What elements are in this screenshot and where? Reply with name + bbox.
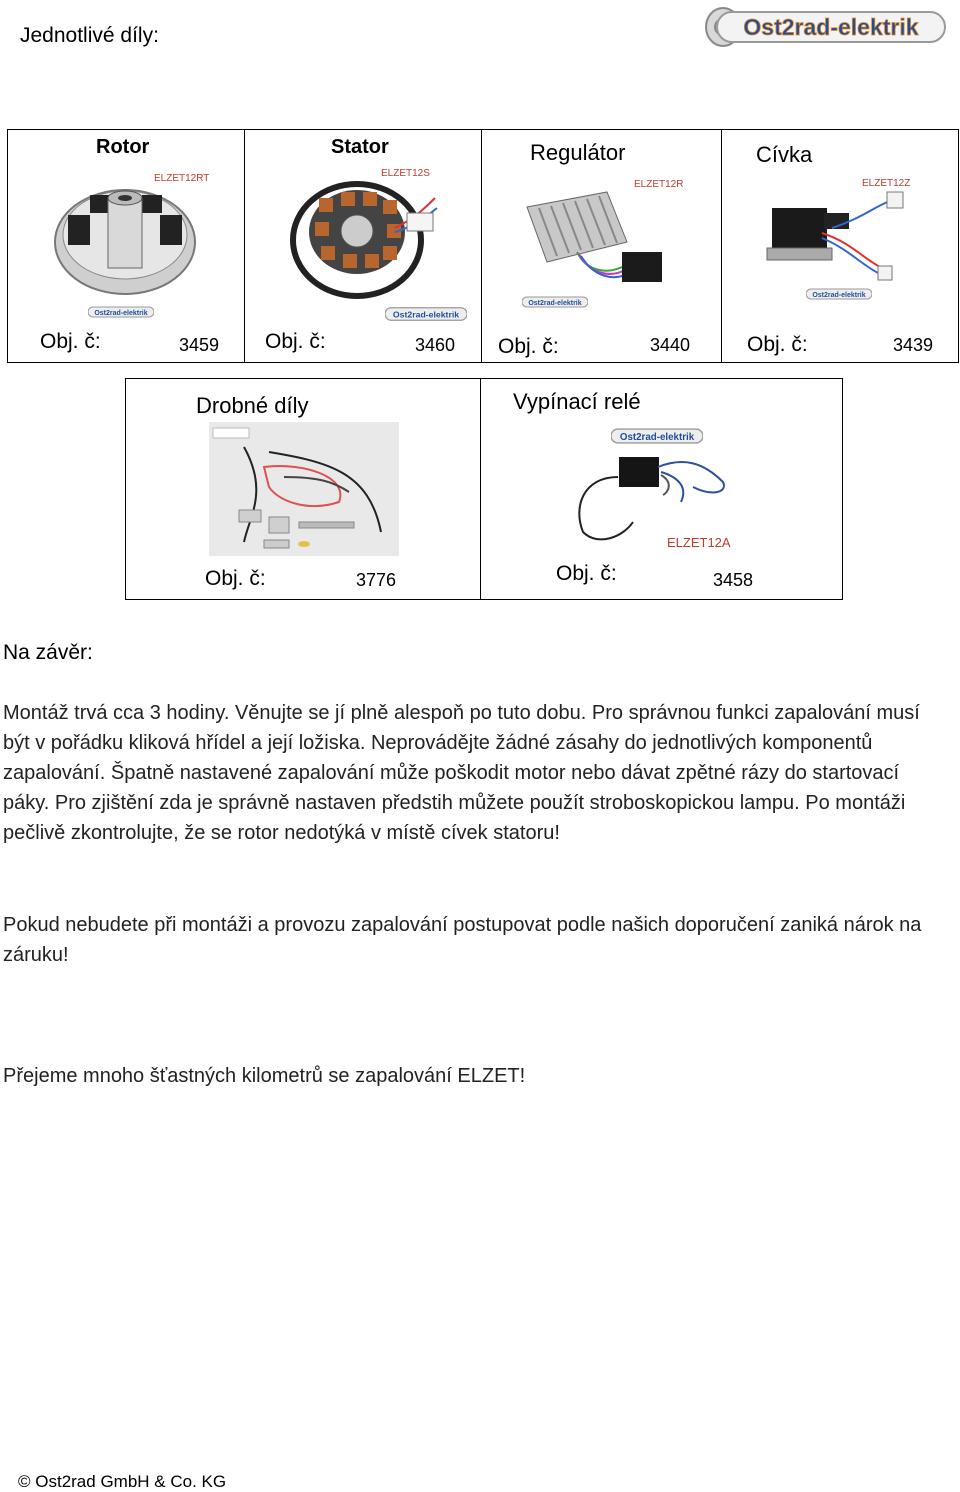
svg-text:Ost2rad-elektrik: Ost2rad-elektrik — [812, 292, 866, 299]
part-title: Cívka — [756, 142, 813, 167]
svg-text:Ost2rad-elektrik: Ost2rad-elektrik — [392, 309, 460, 320]
obj-label: Obj. č: — [40, 330, 101, 353]
svg-text:Ost2rad-elektrik: Ost2rad-elektrik — [94, 310, 148, 317]
part-cell-regulator — [482, 130, 722, 362]
part-code: ELZET12S — [381, 168, 430, 179]
obj-label: Obj. č: — [747, 333, 808, 356]
part-cell-coil — [722, 130, 958, 362]
obj-number: 3439 — [893, 335, 934, 355]
obj-label: Obj. č: — [556, 562, 617, 585]
part-cell-relay — [481, 379, 844, 599]
part-cell-stator — [245, 130, 482, 362]
copyright-footer: © Ost2rad GmbH & Co. KG — [18, 1472, 227, 1491]
mini-logo-icon — [611, 426, 703, 446]
obj-number: 3776 — [356, 570, 397, 590]
part-title: Stator — [331, 136, 389, 158]
obj-label: Obj. č: — [265, 330, 326, 353]
obj-number: 3440 — [650, 335, 691, 355]
svg-text:Ost2rad-elektrik: Ost2rad-elektrik — [528, 300, 582, 307]
obj-number: 3458 — [713, 570, 754, 590]
part-cell-small-parts — [126, 379, 481, 599]
parts-grid-row2 — [125, 378, 843, 600]
conclusion-heading: Na závěr: — [3, 641, 93, 664]
page-title: Jednotlivé díly: — [20, 24, 159, 47]
closing-line: Přejeme mnoho šťastných kilometrů se zapalování ELZET! — [3, 1065, 526, 1087]
stator-image — [285, 168, 445, 303]
part-title: Rotor — [96, 136, 150, 158]
part-cell-rotor — [8, 130, 245, 362]
obj-label: Obj. č: — [498, 335, 559, 358]
regulator-image — [517, 182, 687, 292]
mini-logo-icon — [522, 296, 588, 308]
mini-logo-icon — [806, 288, 872, 300]
svg-text:Ost2rad-elektrik: Ost2rad-elektrik — [743, 14, 919, 40]
part-code: ELZET12RT — [154, 173, 210, 184]
parts-grid-row1 — [7, 129, 959, 363]
warranty-paragraph: Pokud nebudete při montáži a provozu zapalování postupovat podle našich doporučení zaniká nárok na záruku! — [3, 914, 922, 966]
part-title: Vypínací relé — [513, 389, 641, 414]
mini-logo-icon — [88, 306, 154, 318]
obj-number: 3460 — [415, 335, 456, 355]
part-code: ELZET12R — [634, 179, 684, 190]
coil-image — [762, 188, 932, 288]
part-title: Regulátor — [530, 140, 626, 165]
part-code: ELZET12A — [667, 535, 731, 550]
conclusion-paragraph: Montáž trvá cca 3 hodiny. Věnujte se jí plně alespoň po tuto dobu. Pro správnou funkci zapalování musí být v pořádku kliková hřídel a její ložiska. Neprovádějte žádné zásahy do jednotlivých komponentů zapalování. Špatně nastavené zapalování může poškodit motor nebo dávat zpětné rázy do startovací páky. Pro zjištění zda je správně nastaven předstih můžete použít stroboskopickou lampu. Po montáži pečlivě zkontrolujte, že se rotor nedotýká v místě cívek statoru! — [3, 702, 920, 844]
part-code: ELZET12Z — [862, 178, 911, 189]
mini-logo-icon — [385, 306, 467, 322]
obj-number: 3459 — [179, 335, 220, 355]
part-title: Drobné díly — [196, 393, 309, 418]
rotor-image — [50, 180, 200, 300]
relay-image — [573, 447, 743, 547]
ost2rad-logo — [703, 2, 948, 52]
obj-label: Obj. č: — [205, 567, 266, 590]
svg-text:Ost2rad-elektrik: Ost2rad-elektrik — [619, 432, 695, 444]
small-parts-image — [209, 422, 399, 556]
